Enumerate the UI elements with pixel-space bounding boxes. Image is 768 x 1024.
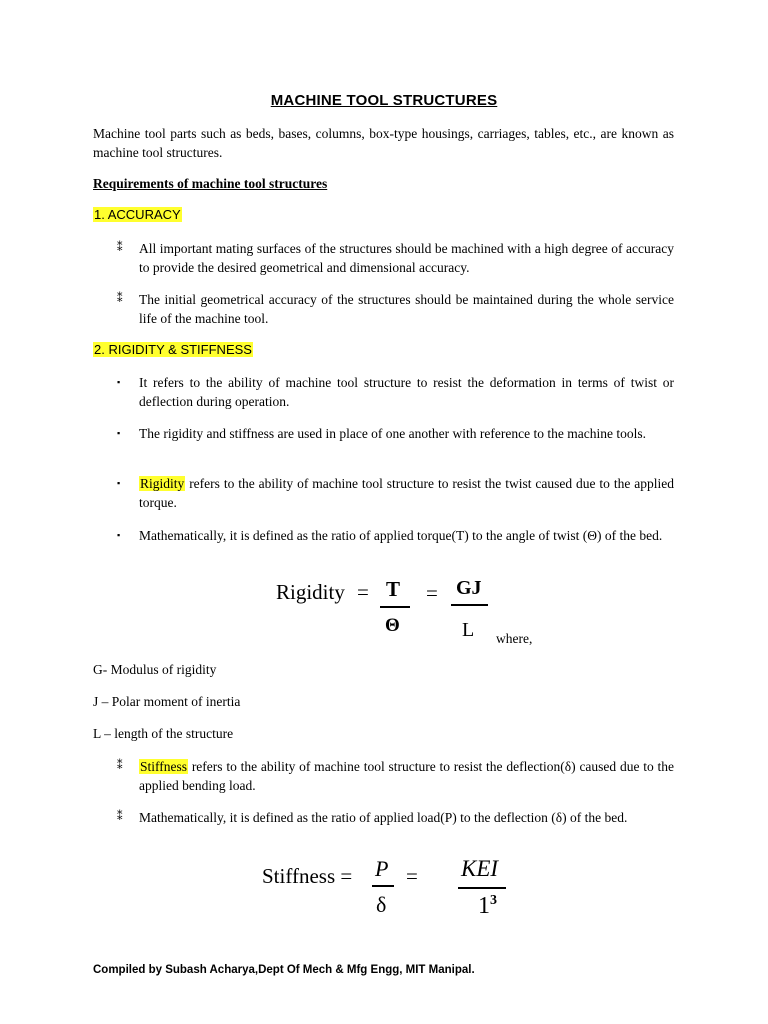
list-item xyxy=(117,424,674,443)
list-item xyxy=(117,373,674,411)
definition-j: J – Polar moment of inertia xyxy=(93,694,241,709)
fraction-bar xyxy=(380,606,410,608)
square-bullet-icon: ▪ xyxy=(117,377,121,387)
list-item xyxy=(117,526,674,545)
bullet-text: Mathematically, it is defined as the ratio of applied torque(T) to the angle of twist (Θ) of the bed. xyxy=(139,528,663,543)
formula-denominator: Θ xyxy=(385,615,400,636)
formula-base: 1 xyxy=(478,893,490,919)
rigidity-definition-text: refers to the ability of machine tool structure to resist the twist caused due to the applied torque. xyxy=(139,476,674,510)
star-bullet-icon: ⁑ xyxy=(117,293,123,305)
bullet-text: Mathematically, it is defined as the ratio of applied load(P) to the deflection (δ) of the bed. xyxy=(139,810,628,825)
formula-denominator xyxy=(478,893,497,920)
section-heading-rigidity-stiffness xyxy=(93,341,253,358)
page-title: MACHINE TOOL STRUCTURES xyxy=(270,92,498,109)
list-item xyxy=(117,474,674,512)
list-item xyxy=(117,239,674,277)
stiffness-definition-text: refers to the ability of machine tool structure to resist the deflection(δ) caused due to the applied bending load. xyxy=(139,759,675,793)
list-item xyxy=(117,808,674,827)
formula-numerator: P xyxy=(375,856,389,881)
bullet-text: All important mating surfaces of the structures should be machined with a high degree of accuracy to provide the desired geometrical and dimensional accuracy. xyxy=(139,241,674,275)
star-bullet-icon: ⁑ xyxy=(117,760,123,772)
accuracy-highlight: 1. ACCURACY xyxy=(94,207,181,222)
list-item xyxy=(117,290,674,328)
formula-equals: = xyxy=(406,864,418,888)
bullet-text: The rigidity and stiffness are used in place of one another with reference to the machine tools. xyxy=(139,426,646,441)
bullet-text xyxy=(139,474,674,512)
rigidity-term-highlight: Rigidity xyxy=(140,476,185,491)
requirements-heading: Requirements of machine tool structures xyxy=(93,176,328,191)
star-bullet-icon: ⁑ xyxy=(117,811,123,823)
square-bullet-icon: ▪ xyxy=(117,478,121,488)
formula-equals: = xyxy=(357,580,369,604)
formula-lhs: Rigidity xyxy=(276,580,345,604)
formula-denominator: δ xyxy=(376,892,387,917)
formula-numerator: T xyxy=(386,577,401,601)
fraction-bar xyxy=(458,887,506,889)
intro-paragraph: Machine tool parts such as beds, bases, columns, box-type housings, carriages, tables, etc., are known as machine tool structures. xyxy=(93,126,674,160)
bullet-text: It refers to the ability of machine tool structure to resist the deformation in terms of twist or deflection during operation. xyxy=(139,375,674,409)
formula-equals: = xyxy=(426,581,438,605)
definition-g: G- Modulus of rigidity xyxy=(93,662,217,677)
formula-where: where, xyxy=(496,631,533,646)
formula-denominator: L xyxy=(462,619,475,641)
star-bullet-icon: ⁑ xyxy=(117,242,123,254)
page-footer: Compiled by Subash Acharya,Dept Of Mech & Mfg Engg, MIT Manipal. xyxy=(93,964,475,976)
stiffness-term-highlight: Stiffness xyxy=(140,759,188,774)
bullet-text xyxy=(139,757,674,795)
square-bullet-icon: ▪ xyxy=(117,428,121,438)
formula-lhs: Stiffness = xyxy=(262,864,353,888)
square-bullet-icon: ▪ xyxy=(117,530,121,540)
rigidity-stiffness-highlight: 2. RIGIDITY & STIFFNESS xyxy=(94,342,252,357)
list-item xyxy=(117,757,674,795)
formula-numerator: GJ xyxy=(456,577,482,599)
definition-l: L – length of the structure xyxy=(93,726,234,741)
formula-exponent: 3 xyxy=(490,893,497,908)
fraction-bar xyxy=(451,604,488,606)
fraction-bar xyxy=(372,885,394,887)
formula-numerator: KEI xyxy=(461,856,499,881)
section-heading-accuracy xyxy=(93,206,182,223)
bullet-text: The initial geometrical accuracy of the structures should be maintained during the whole service life of the machine tool. xyxy=(139,292,674,326)
